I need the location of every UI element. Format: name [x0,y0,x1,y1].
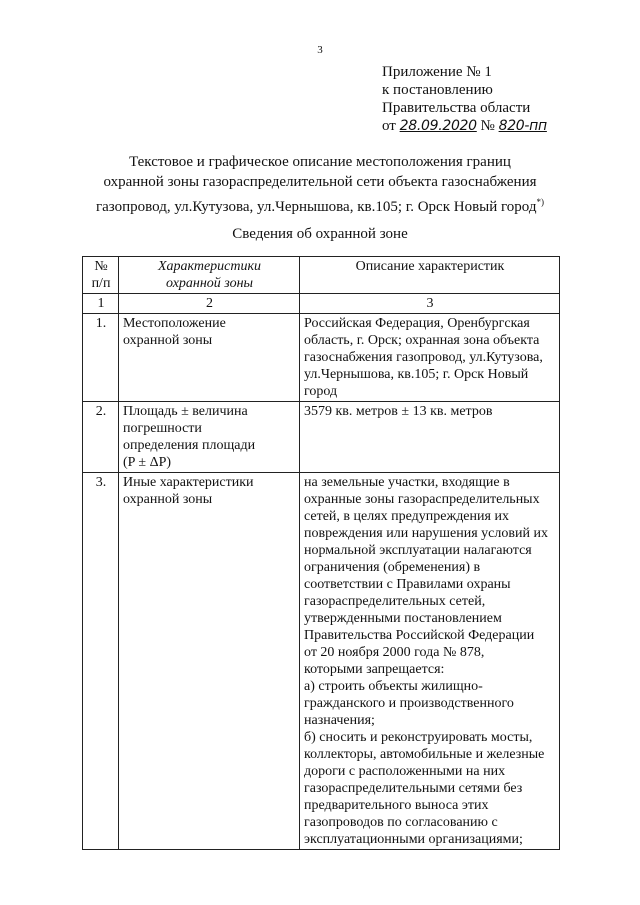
title-line-2: охранной зоны газораспределительной сети объекта газоснабжения [103,174,537,190]
handwritten-number: 820-пп [498,118,547,134]
handwritten-date: 28.09.2020 [399,118,477,134]
appendix-from-label: от [382,118,396,134]
number-sign: № [480,118,495,134]
document-title [0,152,640,217]
header-description: Описание характеристик [300,257,560,294]
table-row [83,402,560,473]
appendix-line-3: Правительства области [382,100,531,116]
row-characteristic: Местоположение охранной зоны [119,314,300,402]
column-number-1: 1 [83,294,119,314]
column-number-3: 3 [300,294,560,314]
title-line-3-text: газопровод, ул.Кутузова, ул.Чернышова, кв.105; г. Орск Новый город [95,199,537,215]
title-line-1: Текстовое и графическое описание местоположения границ [129,154,511,170]
row-description: на земельные участки, входящие в охранные зоны газораспределительных сетей, в целях предупреждения их повреждения или нарушения условий их нормальной эксплуатации налагаются ограничения (обременения) в соответствии с Правилами охраны газораспределительных сетей, утвержденными постановлением Правительства Российской Федерации от 20 ноября 2000 года № 878, которыми запрещается: а) строить объекты жилищно- гражданского и производственного назначения; б) сносить и реконструировать мосты, коллекторы, автомобильные и железные дороги с расположенными на них газораспределительными сетями без предварительного выноса этих газопроводов по согласованию с эксплуатационными организациями; [300,473,560,850]
header-number: № п/п [83,257,119,294]
protection-zone-table [82,256,560,850]
row-description: 3579 кв. метров ± 13 кв. метров [300,402,560,473]
appendix-line-2: к постановлению [382,82,493,98]
header-characteristics: Характеристики охранной зоны [119,257,300,294]
appendix-date-line [382,117,547,135]
column-number-2: 2 [119,294,300,314]
footnote-mark: *) [536,197,544,207]
title-line-3 [0,192,640,217]
row-description: Российская Федерация, Оренбургская область, г. Орск; охранная зона объекта газоснабжения газопровод, ул.Кутузова, ул.Чернышова, кв.105; г. Орск Новый город [300,314,560,402]
appendix-title: Приложение № 1 [382,64,492,80]
page-number: 3 [317,44,323,56]
row-number: 2. [83,402,119,473]
table-row [83,473,560,850]
row-characteristic: Площадь ± величина погрешности определения площади (P ± ΔP) [119,402,300,473]
appendix-block [382,63,547,135]
table-row [83,314,560,402]
section-subtitle: Сведения об охранной зоне [232,226,408,242]
column-number-row [83,294,560,314]
row-number: 3. [83,473,119,850]
row-number: 1. [83,314,119,402]
table-header-row [83,257,560,294]
row-characteristic: Иные характеристики охранной зоны [119,473,300,850]
